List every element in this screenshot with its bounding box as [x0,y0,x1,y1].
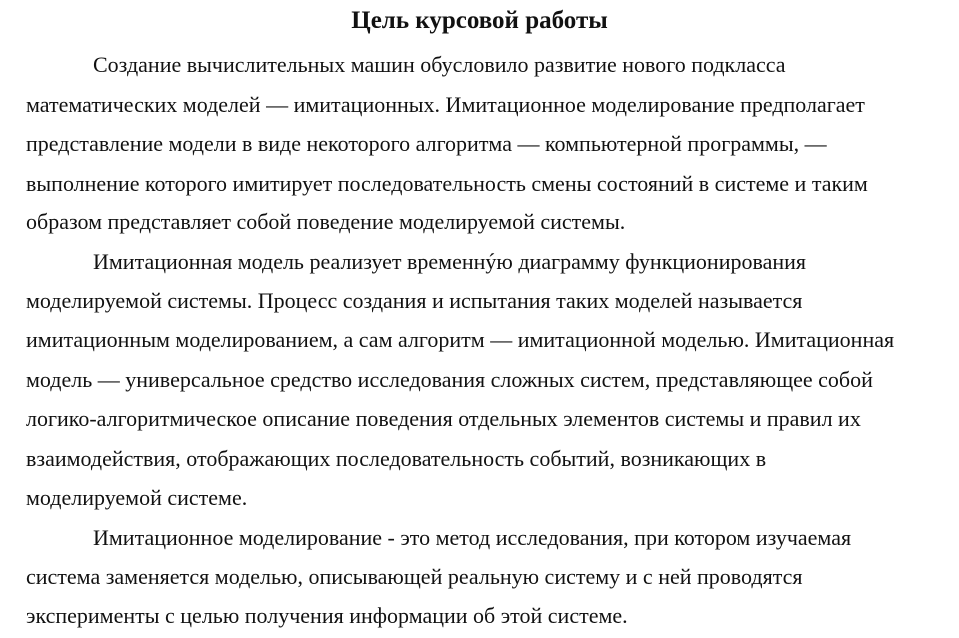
paragraph-line: представление модели в виде некоторого алгоритма — компьютерной программы, — [26,131,827,156]
paragraph-line: образом представляет собой поведение моделируемой системы. [26,209,626,234]
paragraph-line: имитационным моделированием, а сам алгоритм — имитационной моделью. Имитационная [26,327,895,352]
paragraph-line: выполнение которого имитирует последовательность смены состояний в системе и таким [26,171,868,196]
paragraph-line: система заменяется моделью, описывающей реальную систему и с ней проводятся [26,564,803,589]
paragraph-line: модель — универсальное средство исследования сложных систем, представляющее собой [26,367,873,392]
paragraph-line: моделируемой системы. Процесс создания и испытания таких моделей называется [26,288,803,313]
paragraph-line: моделируемой системе. [26,485,248,510]
paragraph-line: Имитационная модель реализует временнýю диаграмму функционирования [93,249,807,274]
paragraph-line: математических моделей — имитационных. Имитационное моделирование предполагает [26,92,865,117]
paragraph-line: Имитационное моделирование - это метод исследования, при котором изучаемая [93,525,852,550]
paragraph-line: эксперименты с целью получения информации об этой системе. [26,603,628,628]
paragraph-line: Создание вычислительных машин обусловило развитие нового подкласса [93,52,786,77]
document-title: Цель курсовой работы [351,7,608,34]
paragraph-line: взаимодействия, отображающих последовательность событий, возникающих в [26,446,767,471]
paragraph-line: логико-алгоритмическое описание поведения отдельных элементов системы и правил их [26,406,861,431]
